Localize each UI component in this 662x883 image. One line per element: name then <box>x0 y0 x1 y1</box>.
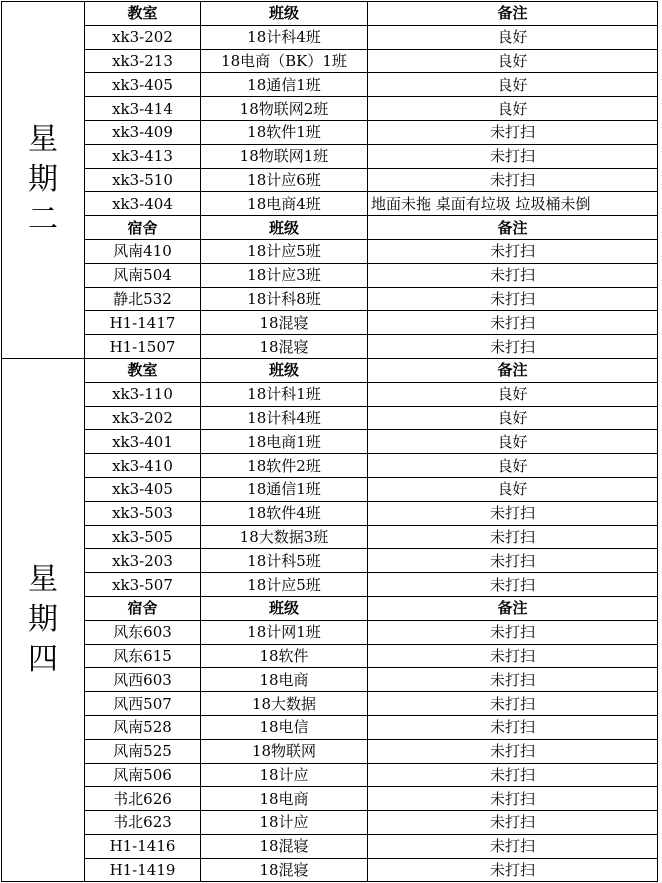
class-cell: 18计科1班 <box>201 382 368 406</box>
table-row <box>2 239 658 263</box>
class-cell: 18电信 <box>201 715 368 739</box>
class-cell: 18软件4班 <box>201 501 368 525</box>
section-header-row <box>2 216 658 240</box>
remark-header: 备注 <box>368 596 658 620</box>
remark-cell: 良好 <box>368 430 658 454</box>
location-header: 宿舍 <box>85 216 201 240</box>
class-cell: 18计科5班 <box>201 549 368 573</box>
table-row <box>2 668 658 692</box>
location-cell: xk3-405 <box>85 73 201 97</box>
remark-cell: 未打扫 <box>368 335 658 359</box>
class-cell: 18计应5班 <box>201 239 368 263</box>
location-cell: 风西507 <box>85 692 201 716</box>
location-cell: xk3-203 <box>85 549 201 573</box>
class-cell: 18计应 <box>201 763 368 787</box>
class-cell: 18混寝 <box>201 858 368 882</box>
class-cell: 18计科4班 <box>201 406 368 430</box>
location-cell: 风南525 <box>85 739 201 763</box>
location-cell: 书北623 <box>85 811 201 835</box>
location-cell: 风南410 <box>85 239 201 263</box>
table-row <box>2 335 658 359</box>
location-cell: xk3-401 <box>85 430 201 454</box>
location-cell: 风西603 <box>85 668 201 692</box>
location-cell: xk3-202 <box>85 25 201 49</box>
class-header: 班级 <box>201 2 368 26</box>
remark-cell: 未打扫 <box>368 168 658 192</box>
class-cell: 18软件 <box>201 644 368 668</box>
remark-header: 备注 <box>368 358 658 382</box>
class-cell: 18物联网 <box>201 739 368 763</box>
location-cell: 风南506 <box>85 763 201 787</box>
location-cell: H1-1417 <box>85 311 201 335</box>
location-cell: xk3-202 <box>85 406 201 430</box>
remark-cell: 未打扫 <box>368 525 658 549</box>
remark-cell: 未打扫 <box>368 263 658 287</box>
table-row <box>2 454 658 478</box>
table-row <box>2 787 658 811</box>
table-row <box>2 549 658 573</box>
table-row <box>2 692 658 716</box>
remark-cell: 良好 <box>368 97 658 121</box>
class-cell: 18电商（BK）1班 <box>201 49 368 73</box>
remark-header: 备注 <box>368 2 658 26</box>
location-cell: 风东603 <box>85 620 201 644</box>
remark-cell: 未打扫 <box>368 144 658 168</box>
remark-cell: 未打扫 <box>368 620 658 644</box>
weekday-label: 星期四 <box>28 562 58 678</box>
class-cell: 18电商 <box>201 668 368 692</box>
remark-cell: 未打扫 <box>368 501 658 525</box>
remark-cell: 良好 <box>368 382 658 406</box>
weekday-cell <box>2 2 85 359</box>
location-cell: xk3-414 <box>85 97 201 121</box>
table-row <box>2 715 658 739</box>
table-row <box>2 144 658 168</box>
class-cell: 18电商1班 <box>201 430 368 454</box>
location-cell: xk3-505 <box>85 525 201 549</box>
table-row <box>2 25 658 49</box>
location-cell: 书北626 <box>85 787 201 811</box>
table-row <box>2 311 658 335</box>
class-cell: 18大数据 <box>201 692 368 716</box>
class-cell: 18计应5班 <box>201 573 368 597</box>
table-row <box>2 406 658 430</box>
remark-cell: 未打扫 <box>368 239 658 263</box>
table-row <box>2 763 658 787</box>
remark-header: 备注 <box>368 216 658 240</box>
table-row <box>2 382 658 406</box>
class-cell: 18计科4班 <box>201 25 368 49</box>
section-header-row <box>2 358 658 382</box>
remark-cell: 未打扫 <box>368 644 658 668</box>
remark-cell: 未打扫 <box>368 715 658 739</box>
location-cell: 风南504 <box>85 263 201 287</box>
class-cell: 18物联网1班 <box>201 144 368 168</box>
table-row <box>2 192 658 216</box>
location-cell: H1-1416 <box>85 834 201 858</box>
location-cell: xk3-110 <box>85 382 201 406</box>
location-cell: xk3-405 <box>85 477 201 501</box>
location-cell: xk3-410 <box>85 454 201 478</box>
location-cell: 静北532 <box>85 287 201 311</box>
class-cell: 18混寝 <box>201 335 368 359</box>
remark-cell: 未打扫 <box>368 787 658 811</box>
table-row <box>2 287 658 311</box>
class-cell: 18通信1班 <box>201 477 368 501</box>
inspection-table <box>1 1 658 882</box>
section-header-row <box>2 596 658 620</box>
table-row <box>2 73 658 97</box>
remark-cell: 地面未拖 桌面有垃圾 垃圾桶未倒 <box>368 192 658 216</box>
remark-cell: 良好 <box>368 454 658 478</box>
class-cell: 18混寝 <box>201 311 368 335</box>
location-cell: xk3-404 <box>85 192 201 216</box>
location-header: 教室 <box>85 358 201 382</box>
remark-cell: 未打扫 <box>368 549 658 573</box>
inspection-sheet <box>1 1 657 882</box>
remark-cell: 未打扫 <box>368 287 658 311</box>
remark-cell: 未打扫 <box>368 811 658 835</box>
remark-cell: 未打扫 <box>368 692 658 716</box>
remark-cell: 良好 <box>368 25 658 49</box>
table-row <box>2 263 658 287</box>
class-cell: 18计应6班 <box>201 168 368 192</box>
remark-cell: 未打扫 <box>368 311 658 335</box>
location-cell: xk3-409 <box>85 120 201 144</box>
class-cell: 18大数据3班 <box>201 525 368 549</box>
remark-cell: 良好 <box>368 73 658 97</box>
location-cell: xk3-213 <box>85 49 201 73</box>
location-cell: xk3-413 <box>85 144 201 168</box>
section-header-row <box>2 2 658 26</box>
table-row <box>2 644 658 668</box>
class-cell: 18电商 <box>201 787 368 811</box>
table-row <box>2 430 658 454</box>
remark-cell: 未打扫 <box>368 858 658 882</box>
table-row <box>2 477 658 501</box>
remark-cell: 良好 <box>368 477 658 501</box>
remark-cell: 未打扫 <box>368 120 658 144</box>
table-row <box>2 168 658 192</box>
class-cell: 18计应3班 <box>201 263 368 287</box>
table-row <box>2 97 658 121</box>
class-cell: 18混寝 <box>201 834 368 858</box>
class-cell: 18计科8班 <box>201 287 368 311</box>
class-cell: 18电商4班 <box>201 192 368 216</box>
location-cell: H1-1507 <box>85 335 201 359</box>
class-header: 班级 <box>201 358 368 382</box>
remark-cell: 未打扫 <box>368 573 658 597</box>
table-row <box>2 834 658 858</box>
class-header: 班级 <box>201 596 368 620</box>
class-cell: 18计网1班 <box>201 620 368 644</box>
class-header: 班级 <box>201 216 368 240</box>
location-header: 教室 <box>85 2 201 26</box>
table-row <box>2 739 658 763</box>
weekday-label: 星期二 <box>28 121 58 237</box>
table-row <box>2 811 658 835</box>
remark-cell: 未打扫 <box>368 834 658 858</box>
remark-cell: 未打扫 <box>368 668 658 692</box>
table-row <box>2 501 658 525</box>
table-row <box>2 620 658 644</box>
location-cell: xk3-510 <box>85 168 201 192</box>
remark-cell: 未打扫 <box>368 763 658 787</box>
weekday-cell <box>2 358 85 882</box>
table-row <box>2 573 658 597</box>
table-row <box>2 49 658 73</box>
class-cell: 18软件2班 <box>201 454 368 478</box>
class-cell: 18物联网2班 <box>201 97 368 121</box>
table-row <box>2 858 658 882</box>
remark-cell: 良好 <box>368 49 658 73</box>
class-cell: 18计应 <box>201 811 368 835</box>
location-header: 宿舍 <box>85 596 201 620</box>
table-row <box>2 525 658 549</box>
remark-cell: 良好 <box>368 406 658 430</box>
location-cell: xk3-503 <box>85 501 201 525</box>
location-cell: 风东615 <box>85 644 201 668</box>
remark-cell: 未打扫 <box>368 739 658 763</box>
class-cell: 18软件1班 <box>201 120 368 144</box>
location-cell: xk3-507 <box>85 573 201 597</box>
location-cell: 风南528 <box>85 715 201 739</box>
table-row <box>2 120 658 144</box>
location-cell: H1-1419 <box>85 858 201 882</box>
class-cell: 18通信1班 <box>201 73 368 97</box>
